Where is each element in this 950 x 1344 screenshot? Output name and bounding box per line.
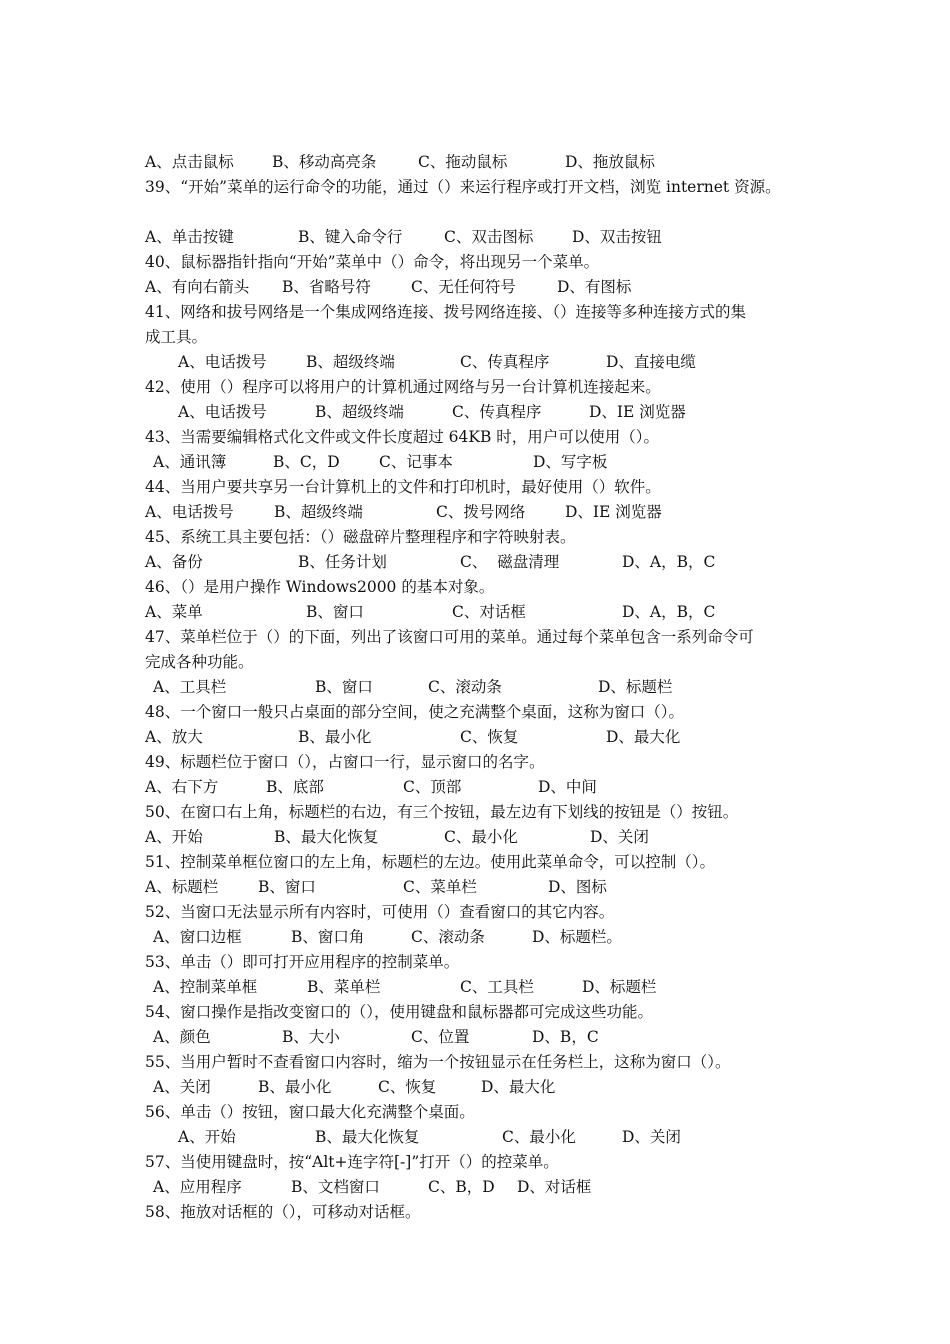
- answer-option: D、写字板: [533, 453, 608, 471]
- question-text: 42、使用（）程序可以将用户的计算机通过网络与另一台计算机连接起来。: [145, 378, 661, 396]
- answer-option: C、工具栏: [460, 978, 534, 996]
- answer-option: D、A，B，C: [622, 553, 716, 571]
- question-text: 55、当用户暂时不查看窗口内容时，缩为一个按钮显示在任务栏上，这称为窗口（）。: [145, 1053, 731, 1071]
- answer-options-row: [0, 277, 950, 297]
- answer-options-row: [0, 1177, 950, 1197]
- answer-option: C、最小化: [444, 828, 518, 846]
- answer-option: A、单击按键: [145, 228, 234, 246]
- answer-option: B、窗口角: [291, 928, 365, 946]
- answer-option: D、图标: [548, 878, 607, 896]
- answer-option: C、菜单栏: [403, 878, 477, 896]
- answer-option: B、大小: [282, 1028, 340, 1046]
- answer-options-row: [0, 152, 950, 172]
- answer-option: C、对话框: [452, 603, 526, 621]
- question-text: 52、当窗口无法显示所有内容时，可使用（）查看窗口的其它内容。: [145, 903, 615, 921]
- question-text: 54、窗口操作是指改变窗口的（），使用键盘和鼠标器都可完成这些功能。: [145, 1003, 653, 1021]
- answer-option: B、最大化恢复: [274, 828, 379, 846]
- answer-options-row: [0, 452, 950, 472]
- answer-option: D、对话框: [517, 1178, 592, 1196]
- answer-option: B、键入命令行: [298, 228, 403, 246]
- answer-options-row: [0, 977, 950, 997]
- answer-option: C、传真程序: [460, 353, 550, 371]
- question-text: 39、“开始”菜单的运行命令的功能，通过（）来运行程序或打开文档，浏览 internet 资源。: [145, 178, 781, 196]
- answer-option: C、拨号网络: [436, 503, 526, 521]
- answer-option: D、B，C: [532, 1028, 599, 1046]
- answer-option: C、滚动条: [428, 678, 502, 696]
- answer-option: A、电话拨号: [178, 403, 267, 421]
- question-text: 49、标题栏位于窗口（），占窗口一行，显示窗口的名字。: [145, 753, 545, 771]
- question-text: 48、一个窗口一般只占桌面的部分空间，使之充满整个桌面，这称为窗口（）。: [145, 703, 684, 721]
- answer-option: B、窗口: [258, 878, 316, 896]
- question-text: 58、拖放对话框的（），可移动对话框。: [145, 1203, 421, 1221]
- answer-option: B、菜单栏: [307, 978, 381, 996]
- answer-options-row: [0, 927, 950, 947]
- question-text: 45、系统工具主要包括：（）磁盘碎片整理程序和字符映射表。: [145, 528, 576, 546]
- answer-option: B、最小化: [298, 728, 372, 746]
- answer-option: D、直接电缆: [606, 353, 696, 371]
- answer-option: A、工具栏: [153, 678, 227, 696]
- answer-option: A、窗口边框: [153, 928, 242, 946]
- answer-option: D、有图标: [557, 278, 632, 296]
- answer-options-row: [0, 227, 950, 247]
- answer-option: A、备份: [145, 553, 203, 571]
- answer-option: B、最大化恢复: [315, 1128, 420, 1146]
- answer-option: A、通讯簿: [153, 453, 227, 471]
- answer-option: C、双击图标: [444, 228, 534, 246]
- answer-option: C、传真程序: [452, 403, 542, 421]
- answer-option: B、C，D: [273, 453, 340, 471]
- answer-option: B、超级终端: [315, 403, 404, 421]
- answer-option: D、中间: [538, 778, 597, 796]
- answer-option: B、窗口: [315, 678, 373, 696]
- answer-option: A、菜单: [145, 603, 203, 621]
- answer-option: B、任务计划: [298, 553, 387, 571]
- answer-option: D、关闭: [590, 828, 649, 846]
- answer-option: D、标题栏: [582, 978, 657, 996]
- answer-option: A、电话拨号: [145, 503, 234, 521]
- answer-option: D、A，B，C: [622, 603, 716, 621]
- answer-options-row: [0, 777, 950, 797]
- answer-option: A、控制菜单框: [153, 978, 258, 996]
- question-text: 56、单击（）按钮，窗口最大化充满整个桌面。: [145, 1103, 475, 1121]
- answer-option: C、顶部: [403, 778, 462, 796]
- question-text: 53、单击（）即可打开应用程序的控制菜单。: [145, 953, 460, 971]
- answer-option: B、窗口: [306, 603, 364, 621]
- answer-option: A、点击鼠标: [145, 153, 234, 171]
- answer-options-row: [0, 727, 950, 747]
- question-text: 41、网络和拔号网络是一个集成网络连接、拨号网络连接、（）连接等多种连接方式的集: [145, 303, 746, 321]
- answer-option: D、拖放鼠标: [565, 153, 655, 171]
- answer-option: C、拖动鼠标: [418, 153, 508, 171]
- answer-option: A、关闭: [153, 1078, 211, 1096]
- answer-options-row: [0, 352, 950, 372]
- answer-option: C、滚动条: [411, 928, 485, 946]
- question-text: 47、菜单栏位于（）的下面，列出了该窗口可用的菜单。通过每个菜单包含一系列命令可: [145, 628, 754, 646]
- answer-options-row: [0, 827, 950, 847]
- answer-options-row: [0, 502, 950, 522]
- answer-option: A、电话拨号: [178, 353, 267, 371]
- answer-options-row: [0, 877, 950, 897]
- answer-option: A、应用程序: [153, 1178, 242, 1196]
- answer-option: D、标题栏: [598, 678, 673, 696]
- answer-option: C、最小化: [502, 1128, 576, 1146]
- answer-option: D、标题栏。: [532, 928, 622, 946]
- question-text: 40、鼠标器指针指向“开始”菜单中（）命令，将出现另一个菜单。: [145, 253, 600, 271]
- answer-options-row: [0, 552, 950, 572]
- answer-option: A、有向右箭头: [145, 278, 250, 296]
- question-text: 51、控制菜单框位窗口的左上角，标题栏的左边。使用此菜单命令，可以控制（）。: [145, 853, 715, 871]
- answer-option: D、最大化: [606, 728, 681, 746]
- answer-option: C、记事本: [379, 453, 453, 471]
- question-text: 完成各种功能。: [145, 653, 254, 671]
- answer-option: B、文档窗口: [291, 1178, 380, 1196]
- answer-option: C、无任何符号: [411, 278, 516, 296]
- answer-option: B、移动高亮条: [272, 153, 377, 171]
- answer-options-row: [0, 602, 950, 622]
- answer-option: A、放大: [145, 728, 203, 746]
- answer-option: B、底部: [266, 778, 324, 796]
- answer-option: D、双击按钮: [572, 228, 662, 246]
- answer-option: D、最大化: [481, 1078, 556, 1096]
- answer-option: A、颜色: [153, 1028, 211, 1046]
- answer-option: C、位置: [411, 1028, 470, 1046]
- answer-option: D、关闭: [622, 1128, 681, 1146]
- question-text: 成工具。: [145, 328, 208, 346]
- answer-option: C、恢复: [460, 728, 519, 746]
- answer-option: B、省略号符: [282, 278, 371, 296]
- answer-options-row: [0, 1127, 950, 1147]
- question-text: 44、当用户要共享另一台计算机上的文件和打印机时，最好使用（）软件。: [145, 478, 661, 496]
- answer-option: B、超级终端: [274, 503, 363, 521]
- answer-option: B、最小化: [258, 1078, 332, 1096]
- answer-option: A、开始: [178, 1128, 236, 1146]
- answer-option: C、 磁盘清理: [460, 553, 560, 571]
- question-text: 46、（）是用户操作 Windows2000 的基本对象。: [145, 578, 495, 596]
- answer-option: C、B，D: [428, 1178, 495, 1196]
- answer-option: A、开始: [145, 828, 203, 846]
- answer-option: C、恢复: [378, 1078, 437, 1096]
- answer-option: A、标题栏: [145, 878, 219, 896]
- answer-option: D、IE 浏览器: [589, 403, 686, 421]
- answer-options-row: [0, 1027, 950, 1047]
- question-text: 50、在窗口右上角，标题栏的右边，有三个按钮，最左边有下划线的按钮是（）按钮。: [145, 803, 739, 821]
- answer-option: B、超级终端: [306, 353, 395, 371]
- question-text: 57、当使用键盘时，按“Alt+连字符[-]”打开（）的控菜单。: [145, 1153, 559, 1171]
- answer-option: A、右下方: [145, 778, 219, 796]
- answer-options-row: [0, 677, 950, 697]
- question-text: 43、当需要编辑格式化文件或文件长度超过 64KB 时，用户可以使用（）。: [145, 428, 660, 446]
- answer-options-row: [0, 402, 950, 422]
- answer-options-row: [0, 1077, 950, 1097]
- answer-option: D、IE 浏览器: [565, 503, 662, 521]
